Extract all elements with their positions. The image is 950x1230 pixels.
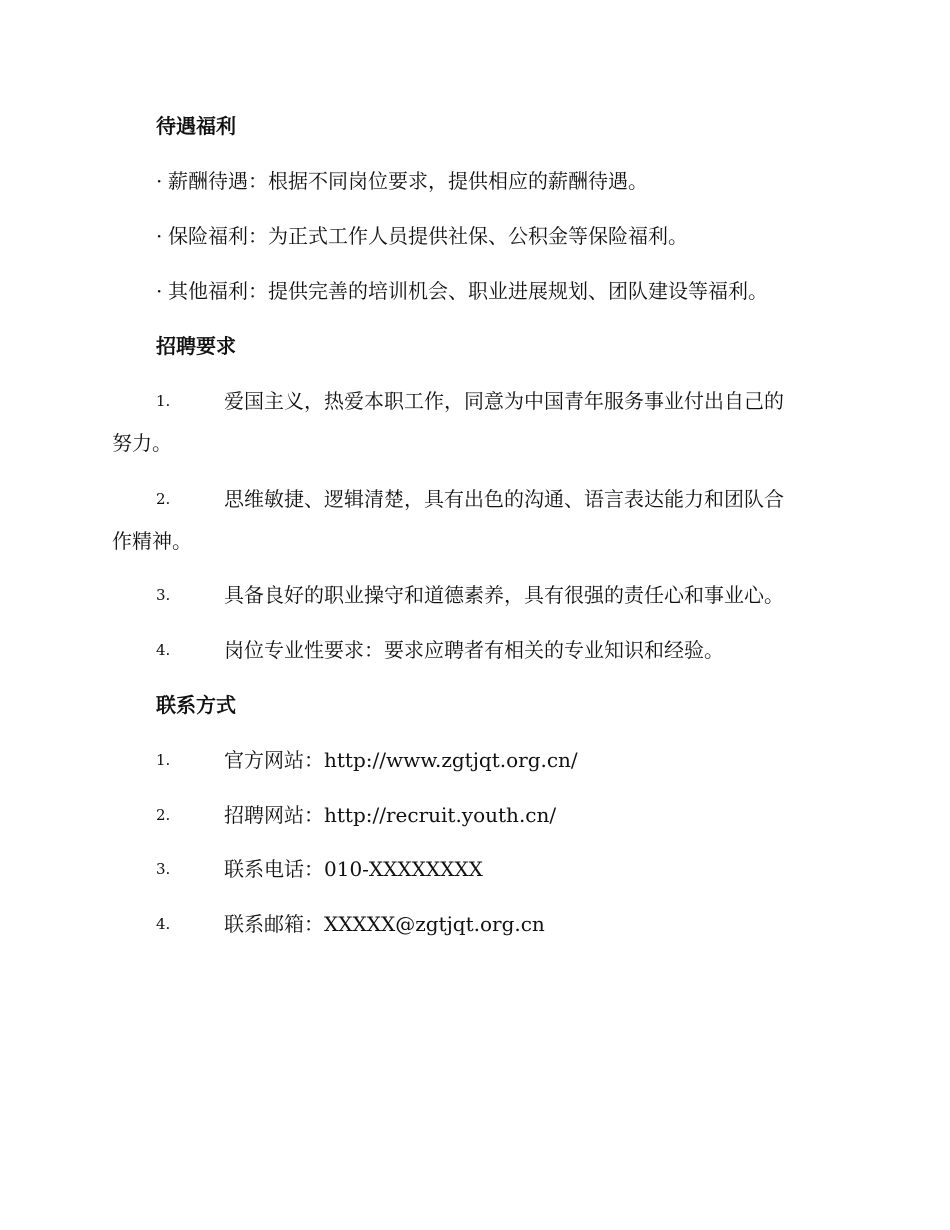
item-number: 1. <box>156 751 171 769</box>
requirement-text-line1: 岗位专业性要求：要求应聘者有相关的专业知识和经验。 <box>224 638 724 662</box>
contact-text: 招聘网站：http://recruit.youth.cn/ <box>224 803 557 827</box>
benefit-item-insurance <box>156 222 688 250</box>
item-number: 2. <box>156 806 171 824</box>
item-number: 3. <box>156 586 171 604</box>
contact-item-phone <box>112 855 834 883</box>
item-number: 2. <box>156 490 171 508</box>
item-number: 4. <box>156 641 171 659</box>
requirement-item-1 <box>112 387 834 457</box>
requirement-text-line2: 努力。 <box>112 431 172 455</box>
requirement-item-4 <box>112 636 834 664</box>
contact-text: 联系电话：010-XXXXXXXX <box>224 857 483 881</box>
benefit-item-other <box>156 277 768 305</box>
section-heading-contact: 联系方式 <box>156 693 236 717</box>
contact-text: 联系邮箱：XXXXX@zgtjqt.org.cn <box>224 912 545 936</box>
benefit-item-salary <box>156 167 648 195</box>
contact-text: 官方网站：http://www.zgtjqt.org.cn/ <box>224 748 578 772</box>
contact-item-official-site <box>112 746 834 774</box>
requirement-item-3 <box>112 581 834 609</box>
benefit-text: 保险福利：为正式工作人员提供社保、公积金等保险福利。 <box>168 224 688 248</box>
benefit-text: 其他福利：提供完善的培训机会、职业进展规划、团队建设等福利。 <box>168 279 768 303</box>
requirement-text-line1: 具备良好的职业操守和道德素养，具有很强的责任心和事业心。 <box>224 583 784 607</box>
item-number: 3. <box>156 860 171 878</box>
bullet-dot: · <box>156 279 163 303</box>
section-heading-requirements: 招聘要求 <box>156 334 236 358</box>
requirement-text-line1: 思维敏捷、逻辑清楚，具有出色的沟通、语言表达能力和团队合 <box>224 487 784 511</box>
bullet-dot: · <box>156 169 163 193</box>
contact-item-recruit-site <box>112 801 834 829</box>
section-heading-benefits: 待遇福利 <box>156 114 236 138</box>
requirement-item-2 <box>112 485 834 555</box>
requirement-text-line2: 作精神。 <box>112 529 192 553</box>
requirement-text-line1: 爱国主义，热爱本职工作，同意为中国青年服务事业付出自己的 <box>224 389 784 413</box>
item-number: 1. <box>156 392 171 410</box>
item-number: 4. <box>156 915 171 933</box>
benefit-text: 薪酬待遇：根据不同岗位要求，提供相应的薪酬待遇。 <box>168 169 648 193</box>
bullet-dot: · <box>156 224 163 248</box>
contact-item-email <box>112 910 834 938</box>
